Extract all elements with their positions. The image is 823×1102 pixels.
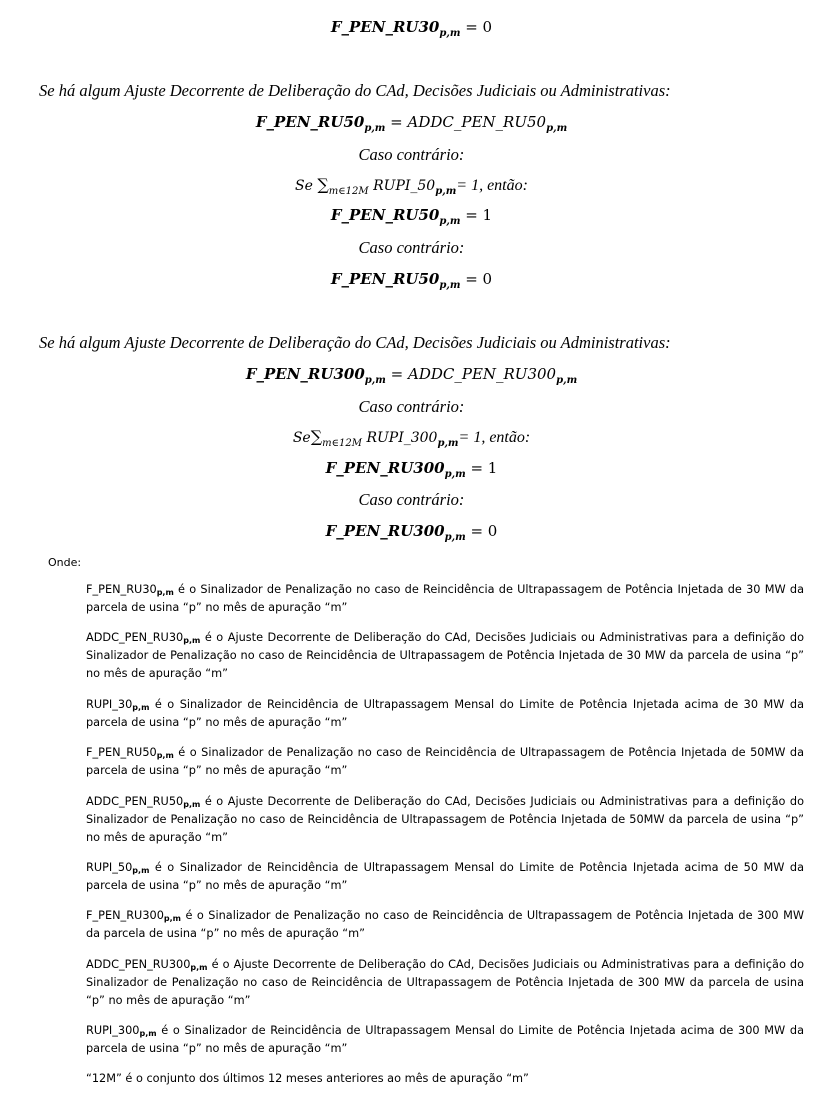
- eq-rhs: = 1: [470, 459, 498, 477]
- eq-lhs: F_PEN_RU50: [330, 270, 440, 288]
- eq-rhs: = 0: [465, 18, 493, 36]
- definition-term: ADDC_PEN_RU50: [86, 795, 184, 808]
- sum-term-sub: p,m: [437, 438, 459, 449]
- se-word: Se: [295, 178, 313, 194]
- eq-lhs-sub: p,m: [444, 469, 466, 480]
- definition-item: [86, 859, 804, 895]
- equation-f-pen-ru50-addc: [0, 113, 823, 134]
- se-word: Se: [292, 430, 311, 446]
- definition-term-sub: p,m: [183, 636, 201, 645]
- definition-term-sub: p,m: [183, 800, 201, 809]
- equation-f-pen-ru300-one: [0, 459, 823, 480]
- definition-text: é o Sinalizador de Reincidência de Ultrapassagem Mensal do Limite de Potência Injetada acima de 30 MW da parcela de usina “p” no mês de apuração “m”: [86, 698, 804, 729]
- definition-term-sub: p,m: [190, 963, 208, 972]
- sum-sub: m∈12M: [322, 438, 362, 449]
- definition-term-sub: p,m: [132, 703, 150, 712]
- definition-term: F_PEN_RU300: [86, 909, 164, 922]
- sum-term: RUPI_300: [366, 430, 438, 446]
- eq-lhs: F_PEN_RU300: [245, 365, 365, 383]
- eq-lhs: F_PEN_RU300: [325, 459, 445, 477]
- definition-term: F_PEN_RU30: [86, 583, 157, 596]
- definition-term: RUPI_300: [86, 1024, 140, 1037]
- sum-term: RUPI_50: [373, 178, 436, 194]
- eq-rhs-sub: p,m: [546, 123, 568, 134]
- eq-lhs: F_PEN_RU50: [330, 206, 440, 224]
- sum-term-sub: p,m: [435, 186, 457, 197]
- caso-contrario-300-a: Caso contrário:: [358, 397, 465, 416]
- equation-f-pen-ru30-zero: [0, 18, 823, 39]
- definition-term-sub: p,m: [163, 914, 181, 923]
- definition-text: é o Ajuste Decorrente de Deliberação do CAd, Decisões Judiciais ou Administrativas para a definição do Sinalizador de Penalização no caso de Reincidência de Ultrapassagem de Potência Injetada de 30 MW da parcela de usina “p” no mês de apuração “m”: [86, 631, 804, 680]
- definition-text: é o Sinalizador de Penalização no caso de Reincidência de Ultrapassagem de Potência Injetada de 300 MW da parcela de usina “p” no mês de apuração “m”: [86, 909, 804, 940]
- definition-item: [86, 793, 804, 847]
- if-sum-line-300: [0, 427, 823, 447]
- if-tail: = 1, então:: [456, 177, 528, 194]
- eq-lhs-sub: p,m: [444, 532, 466, 543]
- definition-term: ADDC_PEN_RU30: [86, 631, 184, 644]
- definition-item: [86, 1070, 804, 1088]
- definition-term-sub: p,m: [156, 751, 174, 760]
- definition-text: “12M” é o conjunto dos últimos 12 meses anteriores ao mês de apuração “m”: [86, 1072, 529, 1085]
- condition-text-50: Se há algum Ajuste Decorrente de Deliberação do CAd, Decisões Judiciais ou Administrativas:: [39, 81, 671, 100]
- equation-f-pen-ru50-zero: [0, 270, 823, 291]
- eq-lhs: F_PEN_RU300: [325, 522, 445, 540]
- eq-rhs: ADDC_PEN_RU50: [407, 113, 547, 131]
- caso-contrario-300-b: Caso contrário:: [358, 490, 465, 509]
- eq-rhs-sub: p,m: [556, 375, 578, 386]
- eq-sign: =: [390, 365, 404, 383]
- eq-rhs: = 0: [470, 522, 498, 540]
- onde-label: Onde:: [48, 556, 82, 569]
- eq-lhs: F_PEN_RU50: [255, 113, 365, 131]
- sum-symbol: ∑: [310, 427, 323, 446]
- sum-sub: m∈12M: [328, 186, 369, 197]
- definition-term-sub: p,m: [156, 588, 174, 597]
- definition-item: [86, 696, 804, 732]
- definition-text: é o Ajuste Decorrente de Deliberação do CAd, Decisões Judiciais ou Administrativas para a definição do Sinalizador de Penalização no caso de Reincidência de Ultrapassagem de Potência Injetada de 50MW da parcela de usina “p” no mês de apuração “m”: [86, 795, 804, 844]
- definition-text: é o Sinalizador de Penalização no caso de Reincidência de Ultrapassagem de Potência Injetada de 30 MW da parcela de usina “p” no mês de apuração “m”: [86, 583, 804, 614]
- eq-lhs-sub: p,m: [439, 216, 461, 227]
- equation-f-pen-ru50-one: [0, 206, 823, 227]
- eq-lhs-sub: p,m: [439, 280, 461, 291]
- equation-f-pen-ru300-zero: [0, 522, 823, 543]
- definition-text: é o Sinalizador de Reincidência de Ultrapassagem Mensal do Limite de Potência Injetada acima de 300 MW da parcela de usina “p” no mês de apuração “m”: [86, 1024, 804, 1055]
- if-sum-line-50: [0, 175, 823, 195]
- definition-item: [86, 956, 804, 1010]
- definition-term-sub: p,m: [139, 1029, 157, 1038]
- definition-term-sub: p,m: [132, 866, 150, 875]
- definition-term: RUPI_30: [86, 698, 133, 711]
- sum-symbol: ∑: [317, 175, 329, 194]
- eq-sign: =: [390, 113, 403, 131]
- definition-item: [86, 1022, 804, 1058]
- condition-text-300: Se há algum Ajuste Decorrente de Deliberação do CAd, Decisões Judiciais ou Administrativas:: [39, 333, 671, 352]
- definition-term: F_PEN_RU50: [86, 746, 157, 759]
- eq-rhs: = 1: [465, 206, 493, 224]
- equation-f-pen-ru300-addc: [0, 365, 823, 386]
- definition-item: [86, 629, 804, 683]
- definition-term: ADDC_PEN_RU300: [86, 958, 191, 971]
- eq-lhs-sub: p,m: [364, 123, 386, 134]
- definition-item: [86, 581, 804, 617]
- definition-term: RUPI_50: [86, 861, 133, 874]
- caso-contrario-50-b: Caso contrário:: [358, 238, 465, 257]
- definition-text: é o Sinalizador de Penalização no caso de Reincidência de Ultrapassagem de Potência Injetada de 50MW da parcela de usina “p” no mês de apuração “m”: [86, 746, 804, 777]
- eq-rhs: = 0: [465, 270, 493, 288]
- definition-item: [86, 907, 804, 943]
- definition-item: [86, 744, 804, 780]
- eq-rhs: ADDC_PEN_RU300: [407, 365, 557, 383]
- if-tail: = 1, então:: [458, 429, 531, 446]
- definition-text: é o Ajuste Decorrente de Deliberação do CAd, Decisões Judiciais ou Administrativas para a definição do Sinalizador de Penalização no caso de Reincidência de Ultrapassagem de Potência Injetada de 300 MW da parcela de usina “p” no mês de apuração “m”: [86, 958, 804, 1007]
- eq-lhs: F_PEN_RU30: [330, 18, 440, 36]
- definition-text: é o Sinalizador de Reincidência de Ultrapassagem Mensal do Limite de Potência Injetada acima de 50 MW da parcela de usina “p” no mês de apuração “m”: [86, 861, 804, 892]
- eq-lhs-sub: p,m: [439, 28, 461, 39]
- eq-lhs-sub: p,m: [364, 375, 386, 386]
- caso-contrario-50-a: Caso contrário:: [358, 145, 465, 164]
